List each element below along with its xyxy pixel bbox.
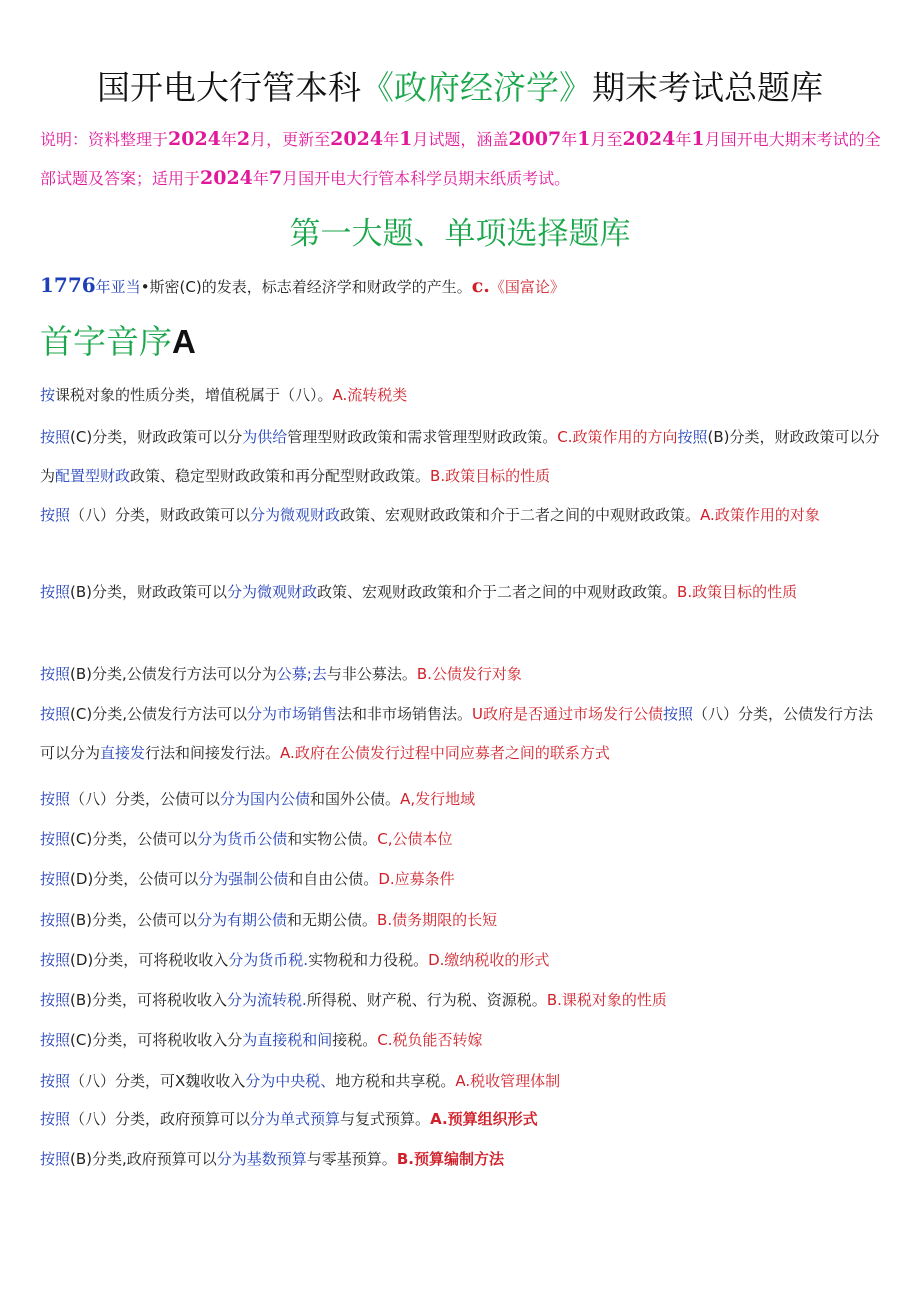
question-item: 按照(B)分类，财政政策可以分为微观财政政策、宏观财政政策和介于二者之间的中观财政政策。B.政策目标的性质	[40, 583, 798, 601]
intro-question: 1776年亚当•斯密(C)的发表，标志着经济学和财政学的产生。c.《国富论》	[40, 273, 565, 297]
question-item: 按课税对象的性质分类，增值税属于（八）。A.流转税类	[40, 386, 408, 404]
question-item: 按照(B)分类，公债可以分为有期公债和无期公债。B.债务期限的长短	[40, 911, 498, 929]
title-course: 《政府经济学》	[361, 68, 592, 107]
question-item: 按照（八）分类，财政政策可以分为微观财政政策、宏观财政政策和介于二者之间的中观财政政策。A.政策作用的对象	[40, 506, 820, 524]
title-suffix: 期末考试总题库	[592, 68, 823, 107]
index-heading: 首字音序A	[40, 322, 196, 361]
question-item: 按照(C)分类，可将税收收入分为直接税和间接税。C.税负能否转嫁	[40, 1031, 483, 1049]
question-item: 按照(C)分类，公债可以分为货币公债和实物公债。C,公债本位	[40, 830, 453, 848]
question-item: 按照(C)分类，财政政策可以分为供给管理型财政政策和需求管理型财政政策。C.政策作用的方向按照(B)分类，财政政策可以分为配置型财政政策、稳定型财政政策和再分配型财政政策。B.政策目标的性质	[40, 428, 880, 485]
question-item: 按照(D)分类，可将税收收入分为货币税.实物税和力役税。D.缴纳税收的形式	[40, 951, 550, 969]
question-item: 按照(B)分类,公债发行方法可以分为公募;去与非公募法。B.公债发行对象	[40, 665, 522, 683]
question-item: 按照(B)分类，可将税收收入分为流转税.所得税、财产税、行为税、资源税。B.课税对象的性质	[40, 991, 667, 1009]
question-item: 按照（八）分类，公债可以分为国内公债和国外公债。A,发行地域	[40, 790, 476, 808]
document-title	[0, 66, 920, 110]
question-item: 按照（八）分类，可X魏收收入分为中央税、地方税和共享税。A.税收管理体制	[40, 1072, 561, 1090]
description-note: 说明：资料整理于2024年2月，更新至2024年1月试题，涵盖2007年1月至2024年1月国开电大期末考试的全部试题及答案；适用于2024年7月国开电大行管本科学员期末纸质考试。	[40, 128, 881, 189]
title-prefix: 国开电大行管本科	[97, 68, 361, 107]
question-item: 按照(B)分类,政府预算可以分为基数预算与零基预算。B.预算编制方法	[40, 1150, 504, 1168]
question-item: 按照(D)分类，公债可以分为强制公债和自由公债。D.应募条件	[40, 870, 455, 888]
question-item: 按照（八）分类，政府预算可以分为单式预算与复式预算。A.预算组织形式	[40, 1110, 538, 1128]
section-title: 第一大题、单项选择题库	[289, 216, 631, 252]
question-item: 按照(C)分类,公债发行方法可以分为市场销售法和非市场销售法。U政府是否通过市场发行公债按照（八）分类，公债发行方法可以分为直接发行法和间接发行法。A.政府在公债发行过程中同应募者之间的联系方式	[40, 705, 874, 762]
